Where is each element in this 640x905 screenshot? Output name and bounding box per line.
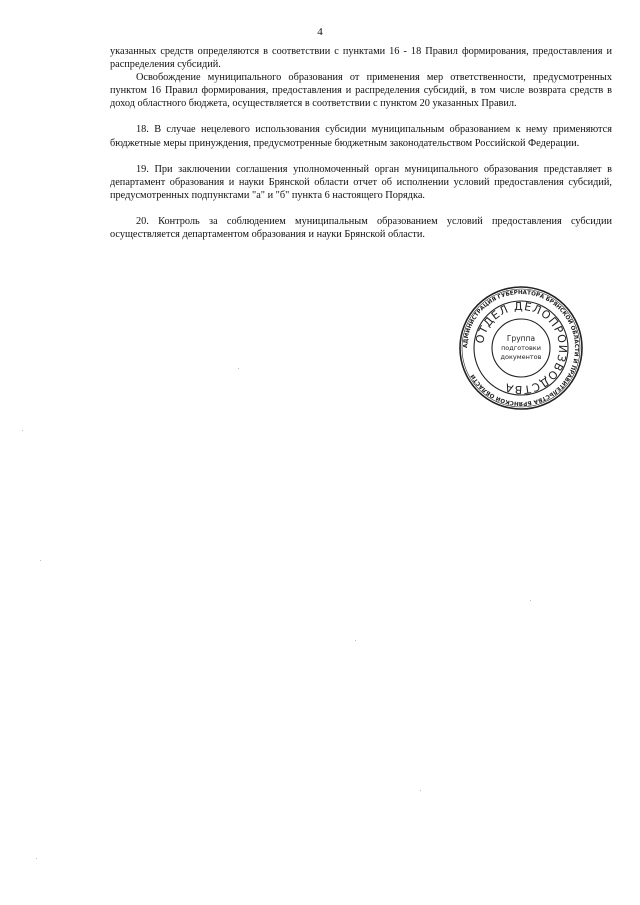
scan-speck (36, 858, 37, 859)
paragraph-19: 19. При заключении соглашения уполномоченный орган муниципального образования представляет в департамент образования и науки Брянской области отчет об исполнении условий предоставления субсидий, предусмотренных подпунктами "а" и "б" пункта 6 настоящего Порядка. (110, 163, 612, 201)
scan-speck (22, 430, 23, 431)
paragraph-18: 18. В случае нецелевого использования субсидии муниципальным образованием к нему применяются бюджетные меры принуждения, предусмотренные бюджетным законодательством Российской Федерации. (110, 124, 612, 149)
paragraph-20: 20. Контроль за соблюдением муниципальным образованием условий предоставления субсидии осуществляется департаментом образования и науки Брянской области. (110, 215, 612, 241)
paragraph-continuation: указанных средств определяются в соответствии с пунктами 16 - 18 Правил формирования, предоставления и распределения субсидий. (110, 46, 612, 71)
scan-speck (40, 560, 41, 561)
stamp-outer-ring-text: АДМИНИСТРАЦИЯ ГУБЕРНАТОРА БРЯНСКОЙ ОБЛАСТИ И ПРАВИТЕЛЬСТВА БРЯНСКОЙ ОБЛАСТИ (462, 289, 580, 407)
official-stamp (458, 285, 584, 411)
paragraph-exemption: Освобождение муниципального образования от применения мер ответственности, предусмотренных пунктом 16 Правил формирования, предоставления и распределения субсидий, в том числе возврата средств в доход областного бюджета, осуществляется в соответствии с пунктом 20 указанных Правил. (110, 72, 612, 110)
page-number: 4 (317, 26, 323, 38)
document-body (110, 45, 612, 241)
stamp-inner-ring-text: ОТДЕЛ ДЕЛОПРОИЗВОДСТВА (473, 299, 570, 397)
scan-speck (420, 790, 421, 791)
stamp-center-line3: документов (500, 353, 542, 361)
scan-speck (530, 600, 531, 601)
scan-speck (238, 368, 239, 369)
stamp-center-line1: Группа (506, 334, 536, 343)
scan-speck (355, 640, 356, 641)
stamp-center-line2: подготовки (501, 344, 541, 352)
